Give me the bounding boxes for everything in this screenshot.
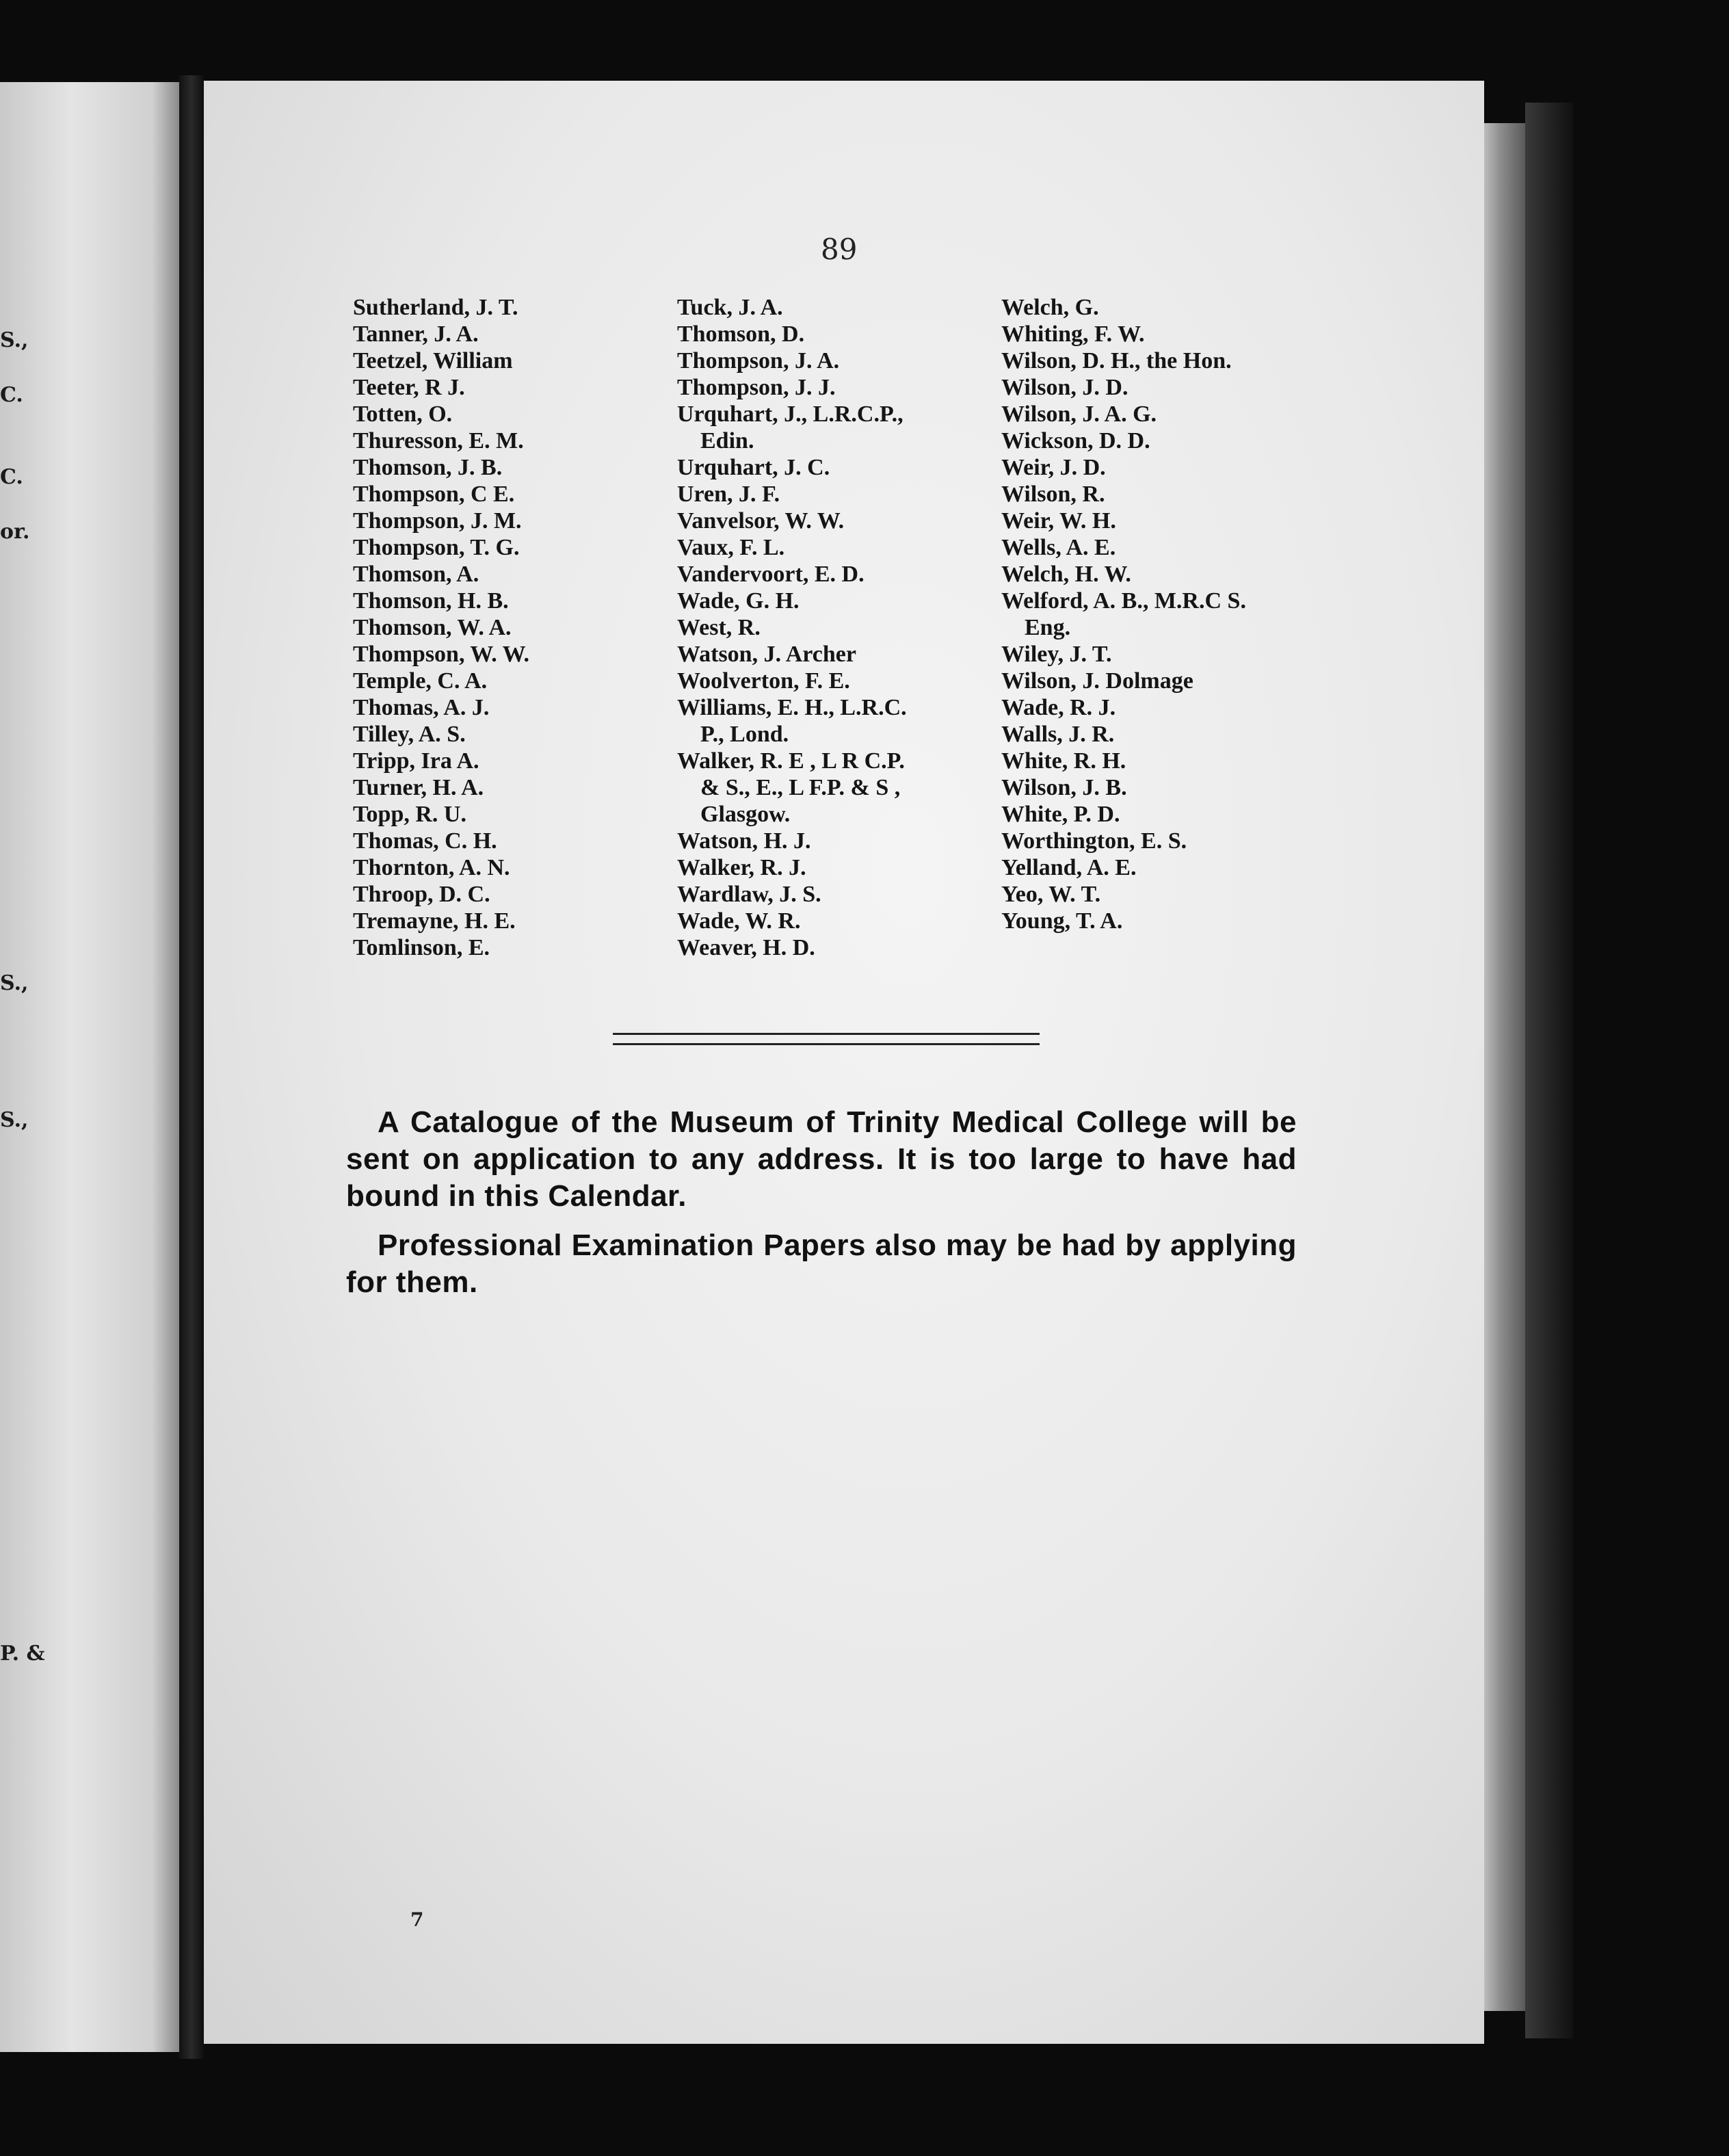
list-item: Tuck, J. A. bbox=[677, 295, 783, 320]
list-item: Wilson, D. H., the Hon. bbox=[1001, 348, 1232, 373]
list-item: Thomas, A. J. bbox=[353, 695, 490, 720]
list-item: Wiley, J. T. bbox=[1001, 642, 1112, 667]
list-item: Yelland, A. E. bbox=[1001, 855, 1137, 880]
list-item: Thompson, J. M. bbox=[353, 508, 522, 534]
list-item: Welch, H. W. bbox=[1001, 562, 1131, 587]
list-item: Uren, J. F. bbox=[677, 482, 780, 507]
list-item: Watson, J. Archer bbox=[677, 642, 856, 667]
list-item: Thuresson, E. M. bbox=[353, 428, 524, 453]
list-item-continuation: Edin. bbox=[700, 428, 754, 453]
list-item: Thornton, A. N. bbox=[353, 855, 510, 880]
list-item: Urquhart, J., L.R.C.P., bbox=[677, 402, 903, 427]
list-item: Wilson, J. B. bbox=[1001, 775, 1127, 800]
list-item: Weaver, H. D. bbox=[677, 935, 815, 960]
list-item: Wells, A. E. bbox=[1001, 535, 1116, 560]
list-item: Welch, G. bbox=[1001, 295, 1099, 320]
list-item: Tripp, Ira A. bbox=[353, 748, 479, 774]
list-item: White, R. H. bbox=[1001, 748, 1126, 774]
list-item: Williams, E. H., L.R.C. bbox=[677, 695, 907, 720]
list-item: Urquhart, J. C. bbox=[677, 455, 830, 480]
list-item: Throop, D. C. bbox=[353, 882, 490, 907]
list-item: Thomas, C. H. bbox=[353, 828, 497, 854]
signature-mark: 7 bbox=[410, 1908, 424, 1931]
facing-page bbox=[0, 82, 179, 2052]
list-item: Vandervoort, E. D. bbox=[677, 562, 864, 587]
list-item: Thompson, J. A. bbox=[677, 348, 840, 373]
list-item: Tomlinson, E. bbox=[353, 935, 490, 960]
list-item: Tilley, A. S. bbox=[353, 722, 466, 747]
list-item: Worthington, E. S. bbox=[1001, 828, 1187, 854]
list-item: Tanner, J. A. bbox=[353, 321, 479, 347]
list-item: Teeter, R J. bbox=[353, 375, 465, 400]
list-item: Weir, W. H. bbox=[1001, 508, 1116, 534]
page-edge bbox=[1484, 123, 1525, 2011]
list-item: Teetzel, William bbox=[353, 348, 513, 373]
facing-page-fragment: S., bbox=[0, 1108, 29, 1132]
list-item: Wade, G. H. bbox=[677, 588, 800, 614]
list-item: Weir, J. D. bbox=[1001, 455, 1106, 480]
facing-page-fragment: S., bbox=[0, 971, 29, 995]
list-item: Topp, R. U. bbox=[353, 802, 466, 827]
list-item: Vaux, F. L. bbox=[677, 535, 785, 560]
list-item: Thompson, C E. bbox=[353, 482, 515, 507]
facing-page-fragment: S., bbox=[0, 328, 29, 352]
name-column-3 bbox=[1001, 294, 1246, 934]
list-item: West, R. bbox=[677, 615, 761, 640]
list-item: Woolverton, F. E. bbox=[677, 668, 850, 694]
list-item: Totten, O. bbox=[353, 402, 453, 427]
list-item: Wilson, J. D. bbox=[1001, 375, 1129, 400]
list-item-continuation: & S., E., L F.P. & S , bbox=[700, 775, 901, 800]
list-item: White, P. D. bbox=[1001, 802, 1120, 827]
list-item: Walker, R. E , L R C.P. bbox=[677, 748, 905, 774]
list-item: Wilson, R. bbox=[1001, 482, 1105, 507]
list-item: Turner, H. A. bbox=[353, 775, 484, 800]
list-item: Young, T. A. bbox=[1001, 908, 1123, 934]
list-item: Thomson, H. B. bbox=[353, 588, 509, 614]
list-item: Tremayne, H. E. bbox=[353, 908, 516, 934]
list-item-continuation: Glasgow. bbox=[700, 802, 791, 827]
list-item: Thompson, W. W. bbox=[353, 642, 529, 667]
list-item: Wilson, J. A. G. bbox=[1001, 402, 1157, 427]
facing-page-fragment: P. & bbox=[0, 1642, 45, 1666]
list-item-continuation: Eng. bbox=[1025, 615, 1071, 640]
name-column-2 bbox=[677, 294, 907, 961]
name-column-1 bbox=[353, 294, 529, 961]
examination-papers-notice: Professional Examination Papers also may be had by applying for them. bbox=[346, 1228, 1297, 1299]
list-item: Sutherland, J. T. bbox=[353, 295, 518, 320]
list-item: Wickson, D. D. bbox=[1001, 428, 1150, 453]
facing-page-fragment: C. bbox=[0, 465, 23, 489]
list-item: Wade, W. R. bbox=[677, 908, 801, 934]
list-item: Temple, C. A. bbox=[353, 668, 488, 694]
list-item: Thomson, D. bbox=[677, 321, 805, 347]
list-item-continuation: P., Lond. bbox=[700, 722, 789, 747]
list-item: Wilson, J. Dolmage bbox=[1001, 668, 1193, 694]
list-item: Thomson, A. bbox=[353, 562, 479, 587]
list-item: Thomson, W. A. bbox=[353, 615, 512, 640]
list-item: Vanvelsor, W. W. bbox=[677, 508, 845, 534]
facing-page-fragment: or. bbox=[0, 520, 30, 544]
list-item: Watson, H. J. bbox=[677, 828, 811, 854]
list-item: Yeo, W. T. bbox=[1001, 882, 1101, 907]
list-item: Thomson, J. B. bbox=[353, 455, 503, 480]
double-rule-divider bbox=[613, 1033, 1040, 1045]
list-item: Wade, R. J. bbox=[1001, 695, 1116, 720]
list-item: Wardlaw, J. S. bbox=[677, 882, 821, 907]
book-cover-edge bbox=[1525, 103, 1573, 2038]
list-item: Thompson, J. J. bbox=[677, 375, 836, 400]
catalogue-notice: A Catalogue of the Museum of Trinity Medical College will be sent on application to any address. It is too large to have had bound in this Calendar. bbox=[346, 1105, 1297, 1213]
list-item: Welford, A. B., M.R.C S. bbox=[1001, 588, 1246, 614]
list-item: Thompson, T. G. bbox=[353, 535, 520, 560]
list-item: Walker, R. J. bbox=[677, 855, 806, 880]
list-item: Whiting, F. W. bbox=[1001, 321, 1145, 347]
facing-page-fragment: C. bbox=[0, 383, 23, 407]
book-gutter bbox=[179, 75, 204, 2059]
list-item: Walls, J. R. bbox=[1001, 722, 1115, 747]
page-number: 89 bbox=[821, 233, 858, 266]
